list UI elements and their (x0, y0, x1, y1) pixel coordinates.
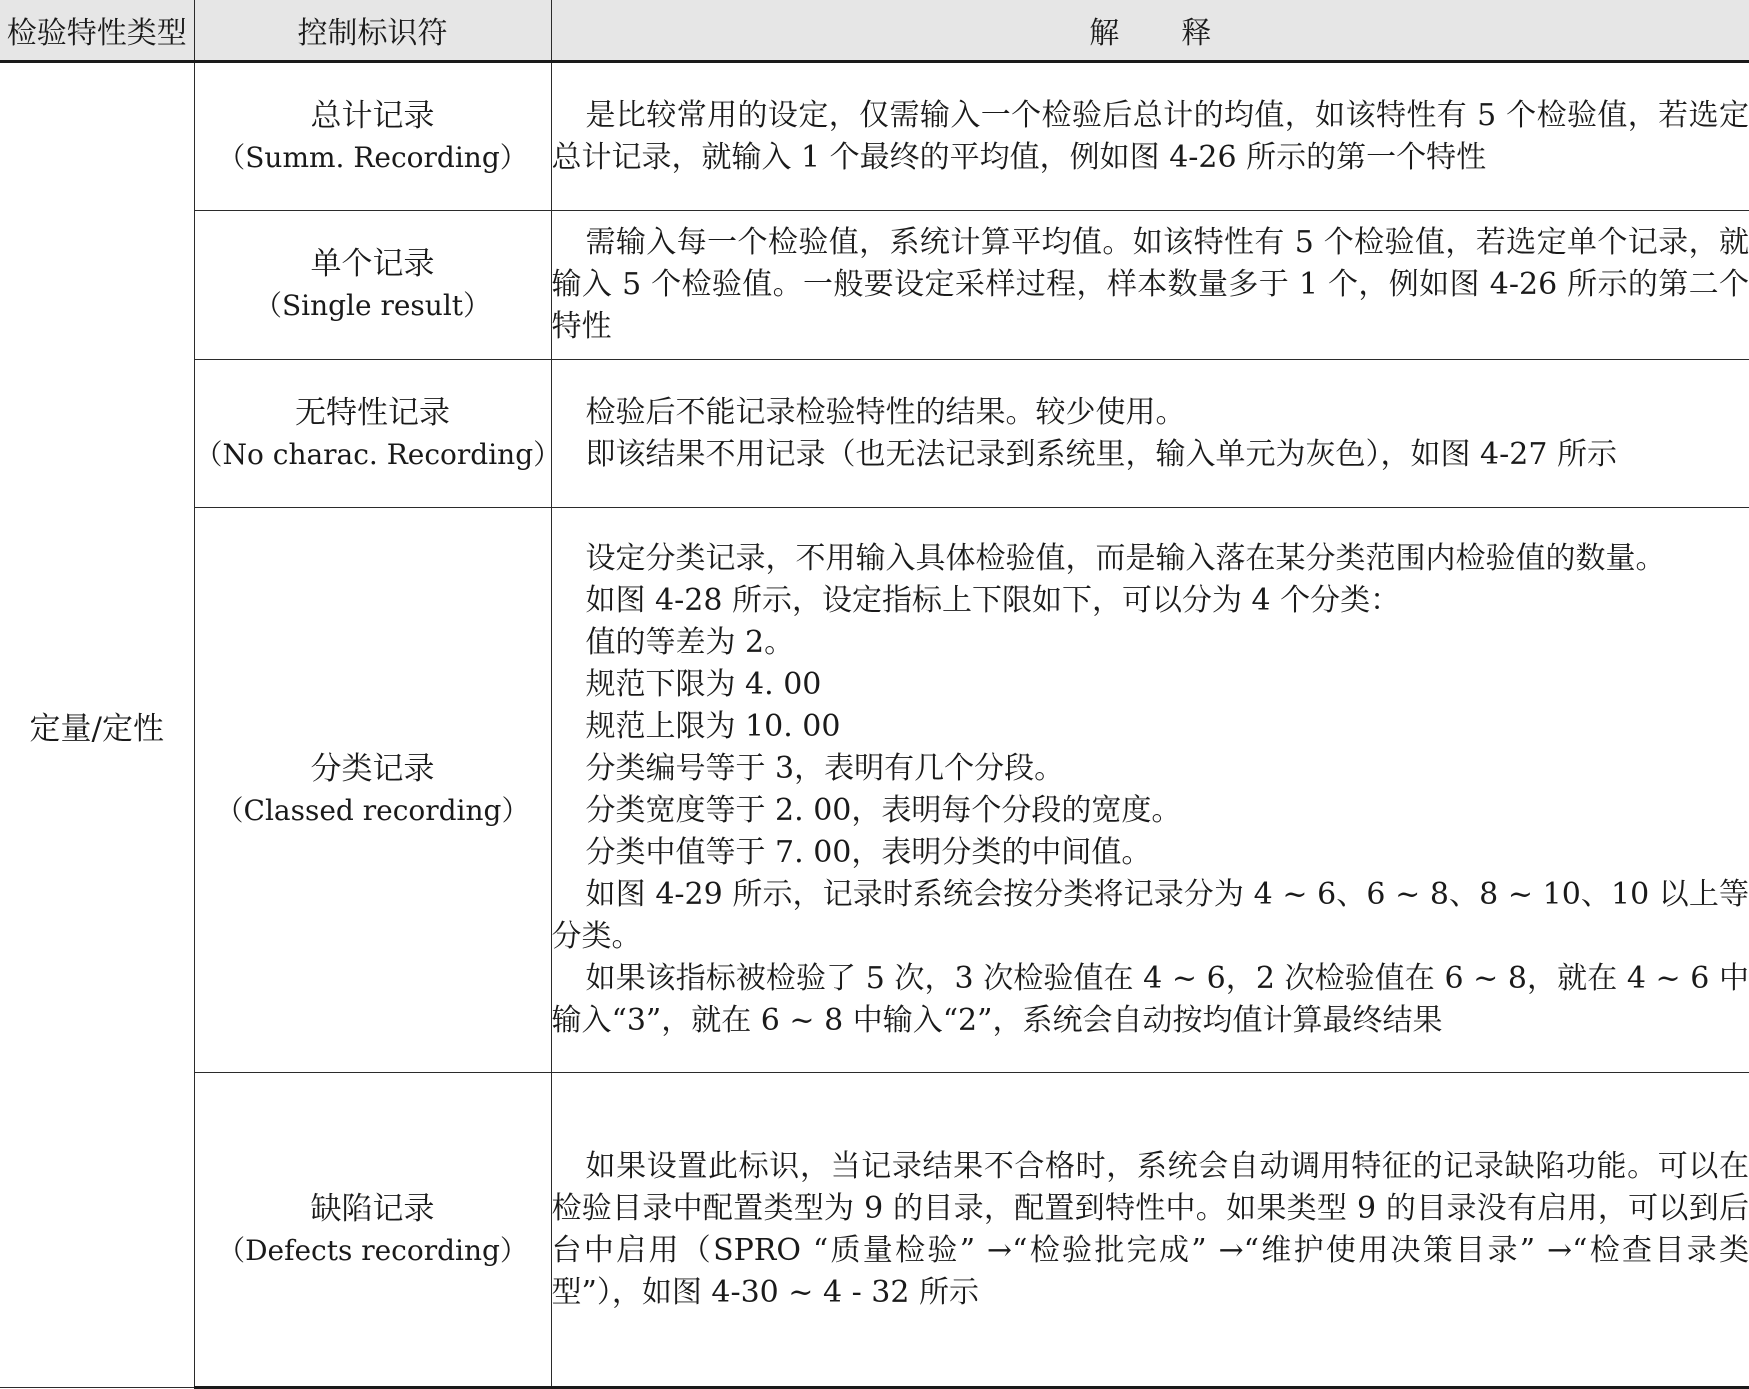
indicator-name-zh: 总计记录 (310, 97, 435, 134)
explanation-paragraph: 即该结果不用记录（也无法记录到系统里，输入单元为灰色），如图 4-27 所示 (585, 436, 1617, 472)
explanation-cell (551, 211, 1749, 360)
indicator-name-en: （Summ. Recording） (217, 140, 528, 174)
indicator-name-en: （No charac. Recording） (194, 437, 562, 471)
indicator-name-zh: 单个记录 (310, 246, 435, 282)
table-row (0, 1073, 1749, 1388)
explanation-paragraph: 规范下限为 4. 00 (585, 667, 822, 702)
explanation-cell (551, 1073, 1749, 1388)
explanation-cell (551, 508, 1749, 1073)
indicator-name-zh: 无特性记录 (295, 394, 450, 431)
header-control-indicator: 控制标识符 (194, 0, 551, 62)
control-indicator-cell (194, 1073, 551, 1388)
header-row (0, 0, 1749, 62)
explanation-paragraph: 设定分类记录，不用输入具体检验值，而是输入落在某分类范围内检验值的数量。 (585, 541, 1666, 576)
control-indicator-cell (194, 62, 551, 211)
explanation-paragraph: 分类中值等于 7. 00，表明分类的中间值。 (585, 835, 1152, 870)
explanation-paragraph: 规范上限为 10. 00 (585, 709, 841, 744)
explanation-paragraph: 分类编号等于 3，表明有几个分段。 (585, 751, 1065, 786)
indicator-name-en: （Defects recording） (217, 1233, 528, 1267)
indicator-name-zh: 缺陷记录 (310, 1190, 435, 1227)
header-characteristic-type: 检验特性类型 (0, 0, 194, 62)
indicator-name-en: （Single result） (253, 289, 492, 322)
explanation-paragraph: 如图 4-28 所示，设定指标上下限如下，可以分为 4 个分类： (585, 583, 1401, 618)
table-row (0, 62, 1749, 211)
characteristic-type-cell: 定量/定性 (0, 62, 194, 1388)
indicator-name-zh: 分类记录 (310, 751, 435, 787)
explanation-cell (551, 360, 1749, 508)
table-row (0, 211, 1749, 360)
explanation-paragraph: 是比较常用的设定，仅需输入一个检验后总计的均值，如该特性有 5 个检验值，若选定总计记录，就输入 1 个最终的平均值，例如图 4-26 所示的第一个特性 (551, 97, 1749, 175)
explanation-paragraph: 分类宽度等于 2. 00，表明每个分段的宽度。 (585, 793, 1182, 828)
header-explanation: 解 释 (551, 0, 1749, 62)
table-row (0, 360, 1749, 508)
explanation-paragraph: 值的等差为 2。 (585, 625, 795, 660)
explanation-paragraph: 如果设置此标识，当记录结果不合格时，系统会自动调用特征的记录缺陷功能。可以在检验目录中配置类型为 9 的目录，配置到特性中。如果类型 9 的目录没有启用，可以到后台中启用（SPRO “质量检验” →“检验批完成” →“维护使用决策目录” →“检查目录类型”），如图 4-30 ~ 4 - 32 所示 (551, 1148, 1749, 1310)
explanation-paragraph: 如果该指标被检验了 5 次，3 次检验值在 4 ~ 6，2 次检验值在 6 ~ 8，就在 4 ~ 6 中输入“3”，就在 6 ~ 8 中输入“2”，系统会自动按均值计算最终结果 (551, 961, 1749, 1038)
table-row (0, 508, 1749, 1073)
control-indicator-cell (194, 508, 551, 1073)
indicator-name-en: （Classed recording） (215, 794, 530, 827)
explanation-paragraph: 如图 4-29 所示，记录时系统会按分类将记录分为 4 ~ 6、6 ~ 8、8 ~ 10、10 以上等分类。 (551, 877, 1749, 954)
explanation-paragraph: 检验后不能记录检验特性的结果。较少使用。 (585, 394, 1186, 430)
control-indicator-cell (194, 360, 562, 508)
explanation-paragraph: 需输入每一个检验值，系统计算平均值。如该特性有 5 个检验值，若选定单个记录，就输入 5 个检验值。一般要设定采样过程，样本数量多于 1 个，例如图 4-26 所示的第二个特性 (551, 225, 1749, 344)
control-indicator-cell (194, 211, 551, 360)
explanation-cell (551, 62, 1749, 211)
